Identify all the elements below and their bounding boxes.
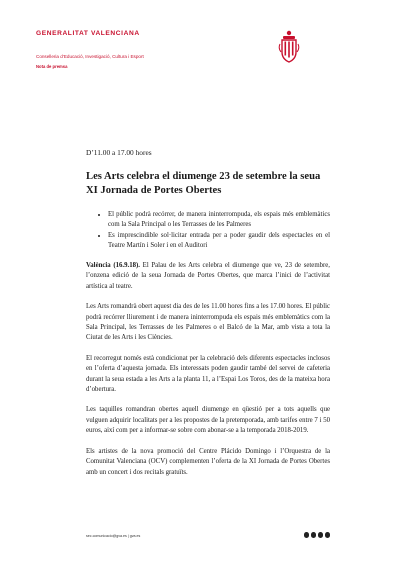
- paragraph-text: Els artistes de la nova promoció del Centre Plácido Domingo i l’Orquestra de la Comunitat Valenciana (OCV) complementen l’oferta de la XI Jornada de Portes Obertes amb un concert i dos recitals gratuïts.: [86, 447, 330, 476]
- document-type: Nota de premsa: [36, 64, 68, 69]
- summary-bullets: [86, 210, 330, 251]
- generalitat-valenciana-emblem-icon: [278, 30, 300, 64]
- press-release-body: [86, 148, 330, 478]
- bullet-item: • El públic podrà recórrer, de manera ininterrompuda, els espais més emblemàtics com la Sala Principal o les Terrasses de les Palmeres: [108, 210, 330, 230]
- footer-contact: sec.comunicacio@gva.es | gva.es: [86, 534, 141, 538]
- paragraph-lead: València (16.9.18).: [86, 262, 140, 269]
- paragraph: [86, 447, 330, 478]
- instagram-icon[interactable]: [325, 532, 331, 538]
- paragraph: [86, 354, 330, 396]
- paragraph-text: Les Arts romandrà obert aquest dia des de les 11.00 hores fins a les 17.00 hores. El públic podrà recórrer lliurement i de manera ininterrompuda els espais més emblemàtics com la Sala Principal, les Terrasses de les Palmeres o el Balcó de la Mar, amb vista a tota la Ciutat de les Arts i les Ciències.: [86, 303, 331, 342]
- paragraph: [86, 302, 330, 344]
- paragraph: [86, 405, 330, 436]
- twitter-icon[interactable]: [304, 532, 310, 538]
- page-title: Les Arts celebra el diumenge 23 de setembre la seua XI Jornada de Portes Obertes: [86, 171, 321, 196]
- document-header: [36, 30, 144, 69]
- paragraph-text: Les taquilles romandran obertes aquell diumenge en qüestió per a tots aquells que vulguen adquirir localitats per a les propostes de la pretemporada, amb tarifes entre 7 i 50 euros, així com per a informar-se sobre com abonar-se a la temporada 2018-2019.: [86, 406, 330, 435]
- organization-name: GENERALITAT VALENCIANA: [36, 30, 140, 37]
- time-line: D’11.00 a 17.00 hores: [86, 148, 152, 157]
- social-icons: [304, 532, 331, 538]
- paragraph: [86, 261, 330, 292]
- bullet-item: • Es imprescindible sol·licitar entrada per a poder gaudir dels espectacles en el Teatre Martín i Soler i en el Auditori: [108, 231, 330, 251]
- department-name: Conselleria d’Educació, Investigació, Cultura i Esport: [36, 54, 144, 59]
- paragraph-text: El recorregut només està condicionat per la celebració dels diferents espectacles inclosos en l’oferta d’aquesta jornada. Els interessats poden gaudir també del servei de cafeteria durant la seua estada a les Arts a la planta 11, a l’Espai Los Toros, des de la mateixa hora d’obertura.: [86, 354, 330, 394]
- paragraph-text: El Palau de les Arts celebra el diumenge que ve, 23 de setembre, l’onzena edició de la seua Jornada de Portes Obertes, que marca l’inici de l’activitat artística al teatre.: [86, 262, 330, 290]
- document-footer: [86, 532, 330, 542]
- facebook-icon[interactable]: [311, 532, 317, 538]
- youtube-icon[interactable]: [318, 532, 324, 538]
